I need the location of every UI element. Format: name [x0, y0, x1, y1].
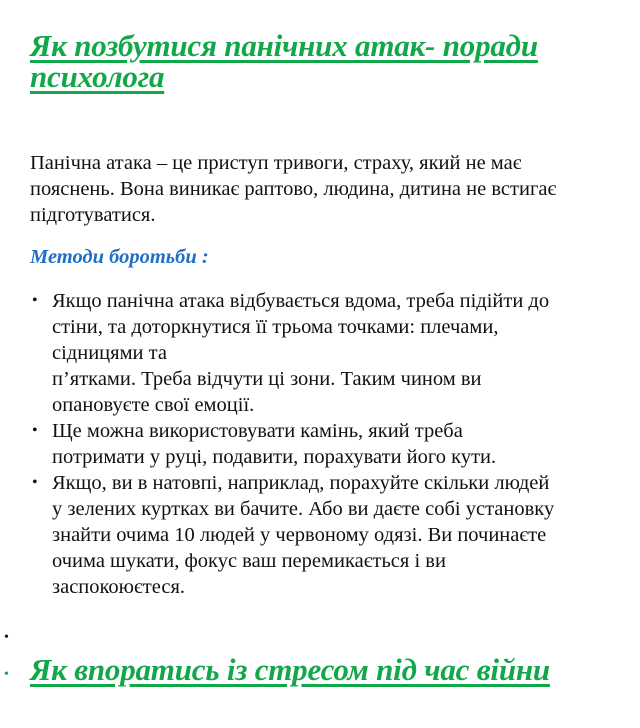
bullet-icon: • — [4, 667, 9, 682]
intro-line: пояснень. Вона виникає раптово, людина, дитина не встигає — [30, 178, 557, 200]
item-line: стіни, та доторкнутися її трьома точками: плечами, — [52, 316, 499, 338]
item-line: Якщо панічна атака відбувається вдома, треба підійти до — [52, 290, 550, 312]
article-title-line-2[interactable]: психолога — [30, 59, 165, 94]
intro-line: Панічна атака – це приступ тривоги, страху, який не має — [30, 152, 522, 174]
item-line: очима шукати, фокус ваш перемикається і ви — [52, 550, 446, 572]
bullet-icon: • — [32, 422, 38, 439]
item-line: Ще можна використовувати камінь, який треба — [52, 420, 463, 442]
list-item — [0, 418, 554, 470]
bullet-icon: • — [32, 474, 38, 491]
item-line: п’ятками. Треба відчути ці зони. Таким чином ви — [52, 368, 482, 390]
intro-line: підготуватися. — [30, 204, 156, 226]
list-item — [0, 470, 554, 600]
item-line: Якщо, ви в натовпі, наприклад, порахуйте скільки людей — [52, 472, 550, 494]
methods-list — [0, 288, 554, 600]
section-title-stress[interactable]: Як впоратись із стресом під час війни — [30, 652, 550, 687]
list-item — [0, 288, 554, 418]
intro-paragraph — [30, 150, 556, 228]
item-line: заспокоюєтеся. — [52, 576, 186, 598]
methods-heading: Методи боротьби : — [30, 246, 209, 268]
bullet-icon: • — [32, 292, 38, 309]
bullet-icon: • — [4, 630, 9, 645]
item-line: сідницями та — [52, 342, 167, 364]
item-line: потримати у руці, подавити, порахувати його кути. — [52, 446, 497, 468]
item-line: знайти очима 10 людей у червоному одязі. Ви починаєте — [52, 524, 547, 546]
article-title-line-1[interactable]: Як позбутися панічних атак- поради — [30, 28, 538, 63]
item-line: опановуєте свої емоції. — [52, 394, 255, 416]
item-line: у зелених куртках ви бачите. Або ви даєте собі установку — [52, 498, 555, 520]
